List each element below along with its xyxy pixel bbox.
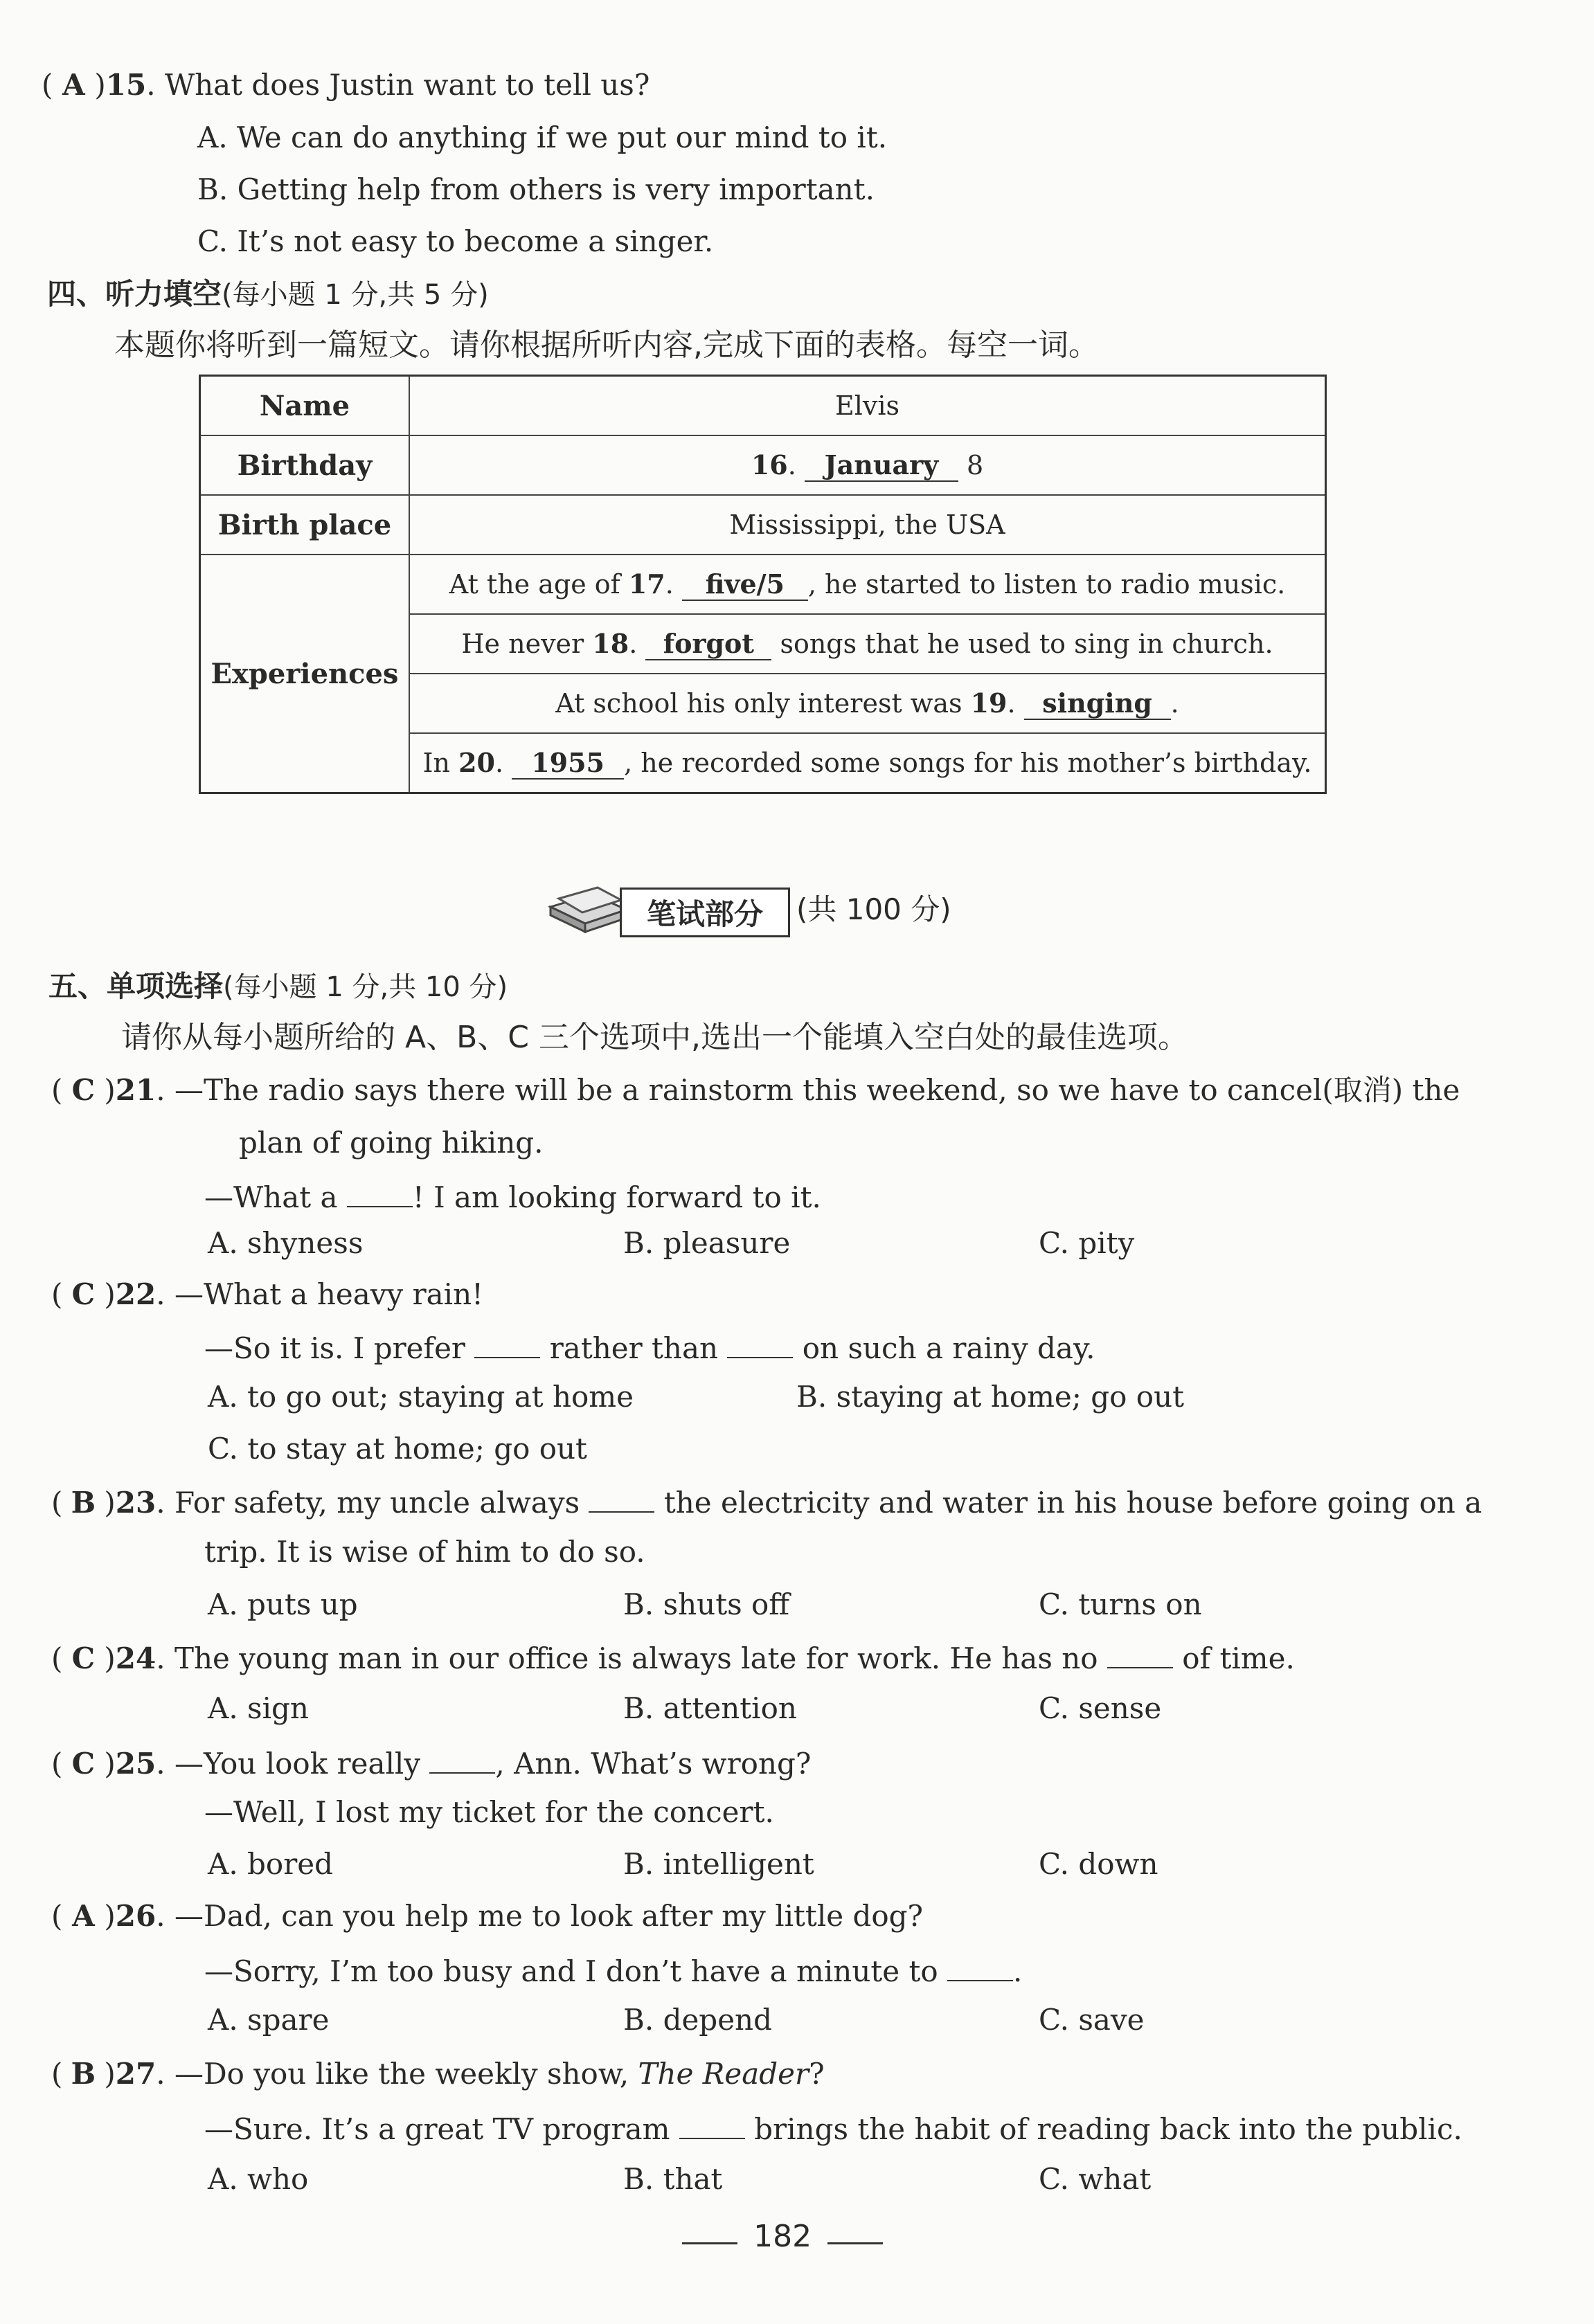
answer-mark: C <box>71 1641 96 1675</box>
experience-row: He never 18. forgot songs that he used to sing in church. <box>409 614 1326 674</box>
option-b: B. Getting help from others is very important. <box>197 172 875 206</box>
question-15: ( A )15. What does Justin want to tell us? <box>42 68 650 102</box>
section-heading: 四、听力填空(每小题 1 分,共 5 分) <box>47 277 489 311</box>
option-a: A. bored <box>208 1847 334 1881</box>
experience-row: At school his only interest was 19. singing . <box>409 674 1326 733</box>
option-a: A. sign <box>208 1691 309 1725</box>
option-c: C. It’s not easy to become a singer. <box>197 224 714 258</box>
option-b: B. intelligent <box>623 1847 814 1881</box>
option-b: B. shuts off <box>623 1587 790 1621</box>
option-b: B. staying at home; go out <box>796 1380 1185 1414</box>
answer-blank <box>589 1485 654 1513</box>
option-b: B. that <box>623 2162 723 2196</box>
option-c: C. turns on <box>1039 1587 1202 1621</box>
answer-mark: C <box>71 1277 96 1311</box>
option-b: B. pleasure <box>623 1226 791 1260</box>
experiences-label: Experiences <box>200 555 410 793</box>
question-26: ( A )26. —Dad, can you help me to look after my little dog? <box>51 1899 924 1933</box>
option-a: A. to go out; staying at home <box>208 1380 634 1414</box>
option-a: A. who <box>208 2162 309 2196</box>
written-section-banner <box>544 879 786 942</box>
question-25: ( C )25. —You look really , Ann. What’s wrong? <box>51 1746 812 1781</box>
answer-mark: A <box>72 1899 95 1933</box>
question-23: ( B )23. For safety, my uncle always the electricity and water in his house before going on a <box>51 1485 1483 1520</box>
option-c: C. sense <box>1039 1691 1162 1725</box>
listening-table <box>199 375 1327 794</box>
answer-mark: B <box>71 1485 96 1520</box>
section-instruction: 本题你将听到一篇短文。请你根据所听内容,完成下面的表格。每空一词。 <box>114 327 1099 363</box>
experience-row: At the age of 17. five/5 , he started to listen to radio music. <box>409 555 1326 614</box>
option-a: A. spare <box>208 2003 330 2037</box>
option-c: C. what <box>1039 2162 1152 2196</box>
footer-rule <box>827 2242 883 2244</box>
section-heading: 五、单项选择(每小题 1 分,共 10 分) <box>48 969 508 1003</box>
section-instruction: 请你从每小题所给的 A、B、C 三个选项中,选出一个能填入空白处的最佳选项。 <box>121 1020 1188 1055</box>
answer-blank <box>679 2111 745 2139</box>
answer-fill: five/5 <box>682 568 808 601</box>
birthplace-value: Mississippi, the USA <box>409 495 1326 555</box>
answer-fill: singing <box>1024 687 1171 720</box>
name-value: Elvis <box>409 376 1326 436</box>
name-label: Name <box>200 376 410 436</box>
option-c: C. pity <box>1039 1226 1135 1260</box>
answer-blank <box>429 1746 495 1774</box>
answer-fill: forgot <box>645 628 771 660</box>
page-number: 182 <box>753 2219 812 2254</box>
experience-row: In 20. 1955 , he recorded some songs for his mother’s birthday. <box>409 733 1326 793</box>
answer-fill: 1955 <box>512 747 624 780</box>
question-24: ( C )24. The young man in our office is always late for work. He has no of time. <box>51 1641 1295 1675</box>
answer-blank <box>727 1331 793 1358</box>
answer-blank <box>947 1954 1013 1981</box>
option-a: A. puts up <box>208 1587 358 1621</box>
birthday-cell: 16. January 8 <box>409 435 1326 495</box>
answer-blank <box>1107 1641 1173 1668</box>
answer-mark: B <box>71 2057 96 2091</box>
written-section-score: (共 100 分) <box>796 892 951 926</box>
answer-mark: C <box>71 1073 96 1107</box>
option-a: A. We can do anything if we put our mind to it. <box>197 120 888 154</box>
birthplace-label: Birth place <box>200 495 410 555</box>
option-b: B. attention <box>623 1691 797 1725</box>
answer-mark: C <box>71 1746 96 1781</box>
option-c: C. save <box>1039 2003 1145 2037</box>
page-footer <box>682 2219 883 2254</box>
answer-blank <box>474 1331 540 1358</box>
option-c: C. to stay at home; go out <box>208 1432 587 1466</box>
question-27: ( B )27. —Do you like the weekly show, The Reader? <box>51 2057 825 2091</box>
question-21: ( C )21. —The radio says there will be a rainstorm this weekend, so we have to cancel(取消) the <box>51 1073 1460 1107</box>
question-22: ( C )22. —What a heavy rain! <box>51 1277 484 1311</box>
answer-blank <box>347 1180 413 1207</box>
option-a: A. shyness <box>208 1226 364 1260</box>
answer-fill: January <box>805 449 958 482</box>
birthday-label: Birthday <box>200 435 410 495</box>
written-section-label: 笔试部分 <box>620 888 790 937</box>
answer-mark: A <box>62 68 85 102</box>
footer-rule <box>682 2242 737 2244</box>
option-b: B. depend <box>623 2003 772 2037</box>
option-c: C. down <box>1039 1847 1158 1881</box>
